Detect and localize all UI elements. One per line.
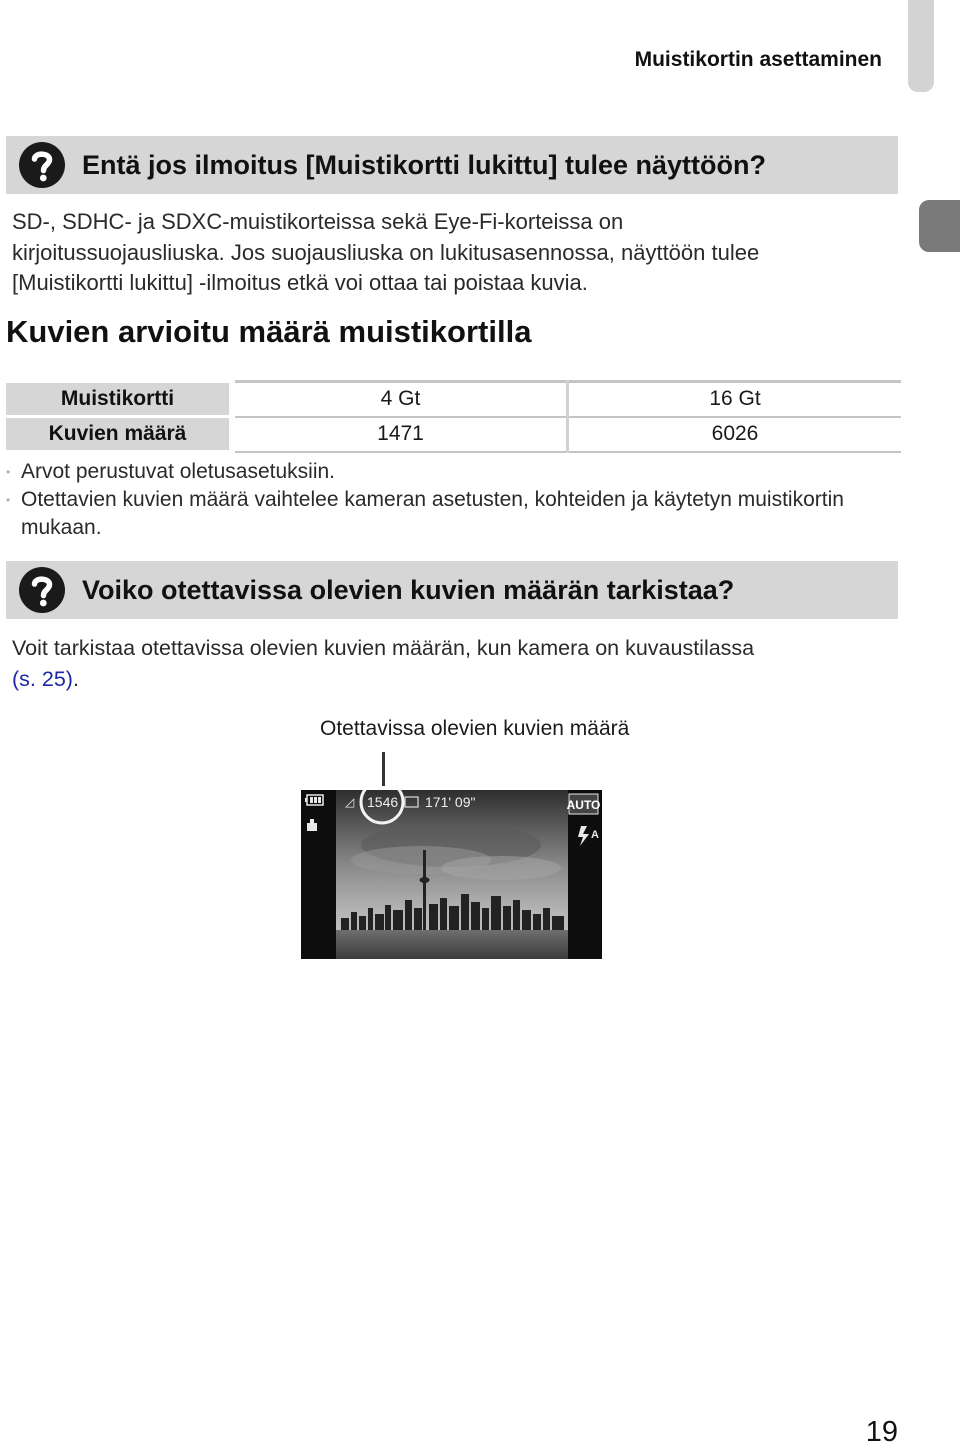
sentence-end: . — [72, 666, 79, 691]
notes-list — [6, 458, 886, 542]
top-edge-tab — [908, 0, 934, 92]
text-line: Voit tarkistaa otettavissa olevien kuvien määrän, kun kamera on kuvaustilassa — [12, 636, 755, 660]
text-line — [12, 664, 912, 695]
question-title: Voiko otettavissa olevien kuvien määrän tarkistaa? — [82, 574, 735, 605]
table-cell: 4 Gt — [232, 382, 568, 417]
list-item — [6, 486, 886, 542]
table-cell: 16 Gt — [568, 382, 902, 417]
note-text: Otettavien kuvien määrä vaihtelee kameran asetusten, kohteiden ja käytetyn muistikortin mukaan. — [21, 488, 844, 539]
callout-label: Otettavissa olevien kuvien määrä — [320, 717, 630, 740]
chapter-side-tab — [919, 200, 960, 252]
page-number: 19 — [865, 1416, 898, 1448]
question-box-locked-card — [6, 136, 898, 194]
shot-count-readout: 1546 — [367, 794, 399, 810]
text-line: [Muistikortti lukittu] -ilmoitus etkä voi ottaa tai poistaa kuvia. — [12, 270, 588, 295]
row-header-shot-count: Kuvien määrä — [6, 417, 232, 452]
page-reference-link[interactable]: (s. 25) — [12, 666, 73, 691]
capacity-table — [6, 380, 901, 453]
question-mark-icon — [18, 566, 66, 614]
bullet-icon: • — [6, 465, 11, 479]
table-cell: 6026 — [568, 417, 902, 452]
bullet-icon: • — [6, 493, 11, 507]
row-header-memory-card: Muistikortti — [6, 382, 232, 417]
camera-shake-icon: ◿ — [345, 795, 355, 809]
flash-mode-label: A — [591, 829, 599, 841]
note-text: Arvot perustuvat oletusasetuksiin. — [21, 460, 335, 483]
question-box-check-count — [6, 561, 898, 619]
table-cell: 1471 — [232, 417, 568, 452]
table-row — [6, 417, 901, 452]
auto-mode-label: AUTO — [566, 798, 601, 812]
callout-line — [382, 752, 385, 786]
section-heading: Kuvien arvioitu määrä muistikortilla — [6, 314, 532, 349]
question-mark-icon — [18, 141, 66, 189]
recording-time-readout: 171' 09" — [425, 794, 476, 810]
text-line: SD-, SDHC- ja SDXC-muistikorteissa sekä Eye-Fi-korteissa on — [12, 209, 624, 234]
camera-lcd-screen — [301, 790, 602, 959]
question-title: Entä jos ilmoitus [Muistikortti lukittu] tulee näyttöön? — [82, 149, 766, 180]
table-row — [6, 382, 901, 417]
text-line: kirjoitussuojausliuska. Jos suojausliuska on lukitusasennossa, näyttöön tulee — [12, 239, 760, 265]
locked-card-explanation — [12, 207, 912, 299]
page-header-title: Muistikortin asettaminen — [634, 48, 882, 71]
check-count-explanation — [12, 633, 912, 694]
list-item — [6, 458, 886, 486]
